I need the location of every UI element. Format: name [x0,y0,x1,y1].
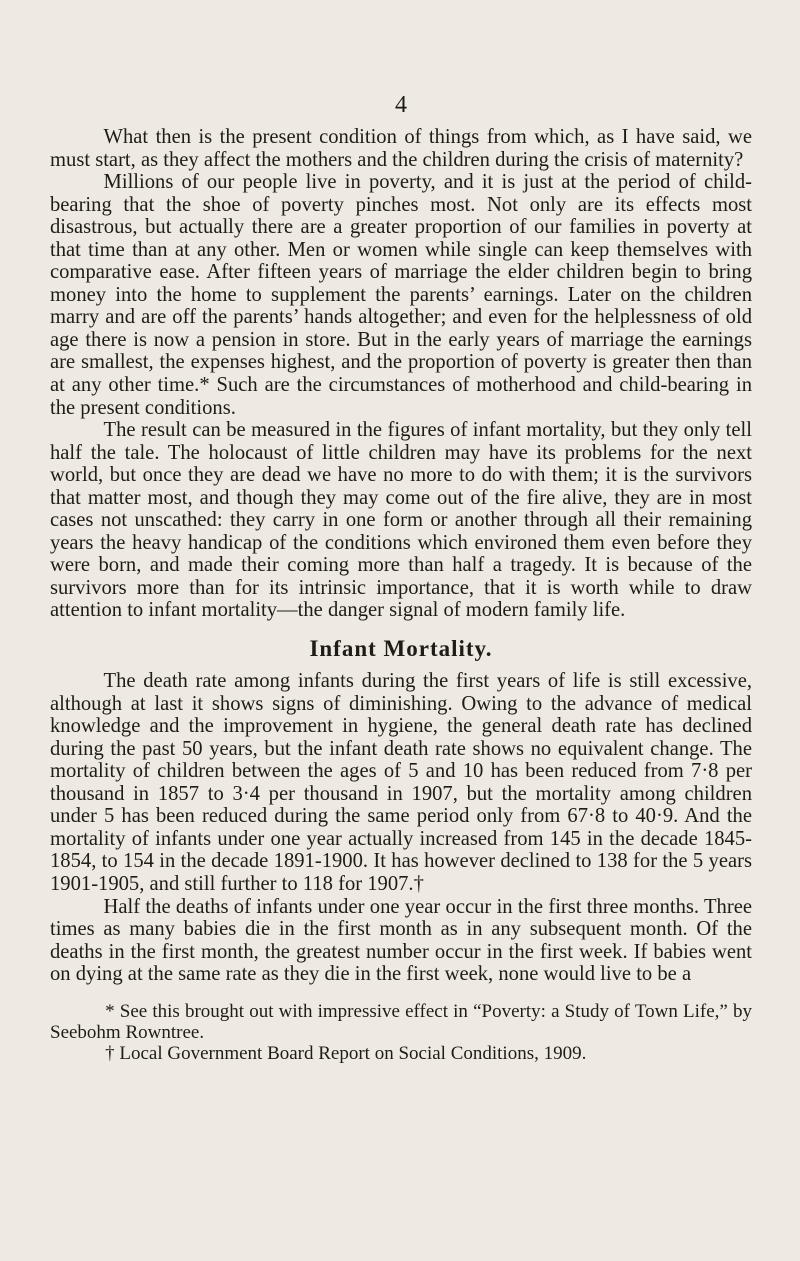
body-paragraph: Millions of our people live in poverty, and it is just at the period of child-bearing that the shoe of poverty pinches most. Not only are its effects most disastrous, but actually there are a greater proportion of our families in poverty at that time than at any other. Men or women while single can keep themselves with comparative ease. After fifteen years of marriage the elder children begin to bring money into the home to supplement the parents’ earnings. Later on the children marry and are off the parents’ hands altogether; and even for the helplessness of old age there is now a pension in store. But in the early years of marriage the earnings are smallest, the expenses highest, and the proportion of poverty is greater then than at any other time.* Such are the circumstances of motherhood and child-bearing in the present conditions. [50,171,752,419]
section-heading: Infant Mortality. [309,636,493,662]
body-paragraph: The death rate among infants during the first years of life is still excessive, although at last it shows signs of diminishing. Owing to the advance of medical knowledge and the improvement in hygiene, the general death rate has declined during the past 50 years, but the infant death rate shows no equivalent change. The mortality of children between the ages of 5 and 10 has been reduced from 7·8 per thousand in 1857 to 3·4 per thousand in 1907, but the mortality among children under 5 has been reduced during the same period only from 67·8 to 40·9. And the mortality of infants under one year actually increased from 145 in the decade 1845-1854, to 154 in the decade 1891-1900. It has however declined to 138 for the 5 years 1901-1905, and still further to 118 for 1907.† [50,670,752,895]
body-paragraph: Half the deaths of infants under one year occur in the first three months. Three times as many babies die in the first month as in any subsequent month. Of the deaths in the first month, the greatest number occur in the first week. If babies went on dying at the same rate as they die in the first week, none would live to be a [50,895,752,986]
body-paragraph: What then is the present condition of things from which, as I have said, we must start, as they affect the mothers and the children during the crisis of maternity? [50,126,752,171]
footnote: * See this brought out with impressive effect in “Poverty: a Study of Town Life,” by Seebohm Rowntree. [50,1000,752,1043]
body-paragraph: The result can be measured in the figures of infant mortality, but they only tell half the tale. The holocaust of little children may have its problems for the next world, but once they are dead we have no more to do with them; it is the survivors that matter most, and though they may come out of the fire alive, they are in most cases not unscathed: they carry in one form or another through all their remaining years the heavy handicap of the conditions which environed them even before they were born, and made their coming more than half a tragedy. It is because of the survivors more than for its intrinsic importance, that it is worth while to draw attention to infant mortality—the danger signal of modern family life. [50,419,752,622]
footnotes [50,1001,752,1064]
page-number: 4 [395,92,407,118]
footnote: † Local Government Board Report on Social Conditions, 1909. [105,1042,587,1064]
